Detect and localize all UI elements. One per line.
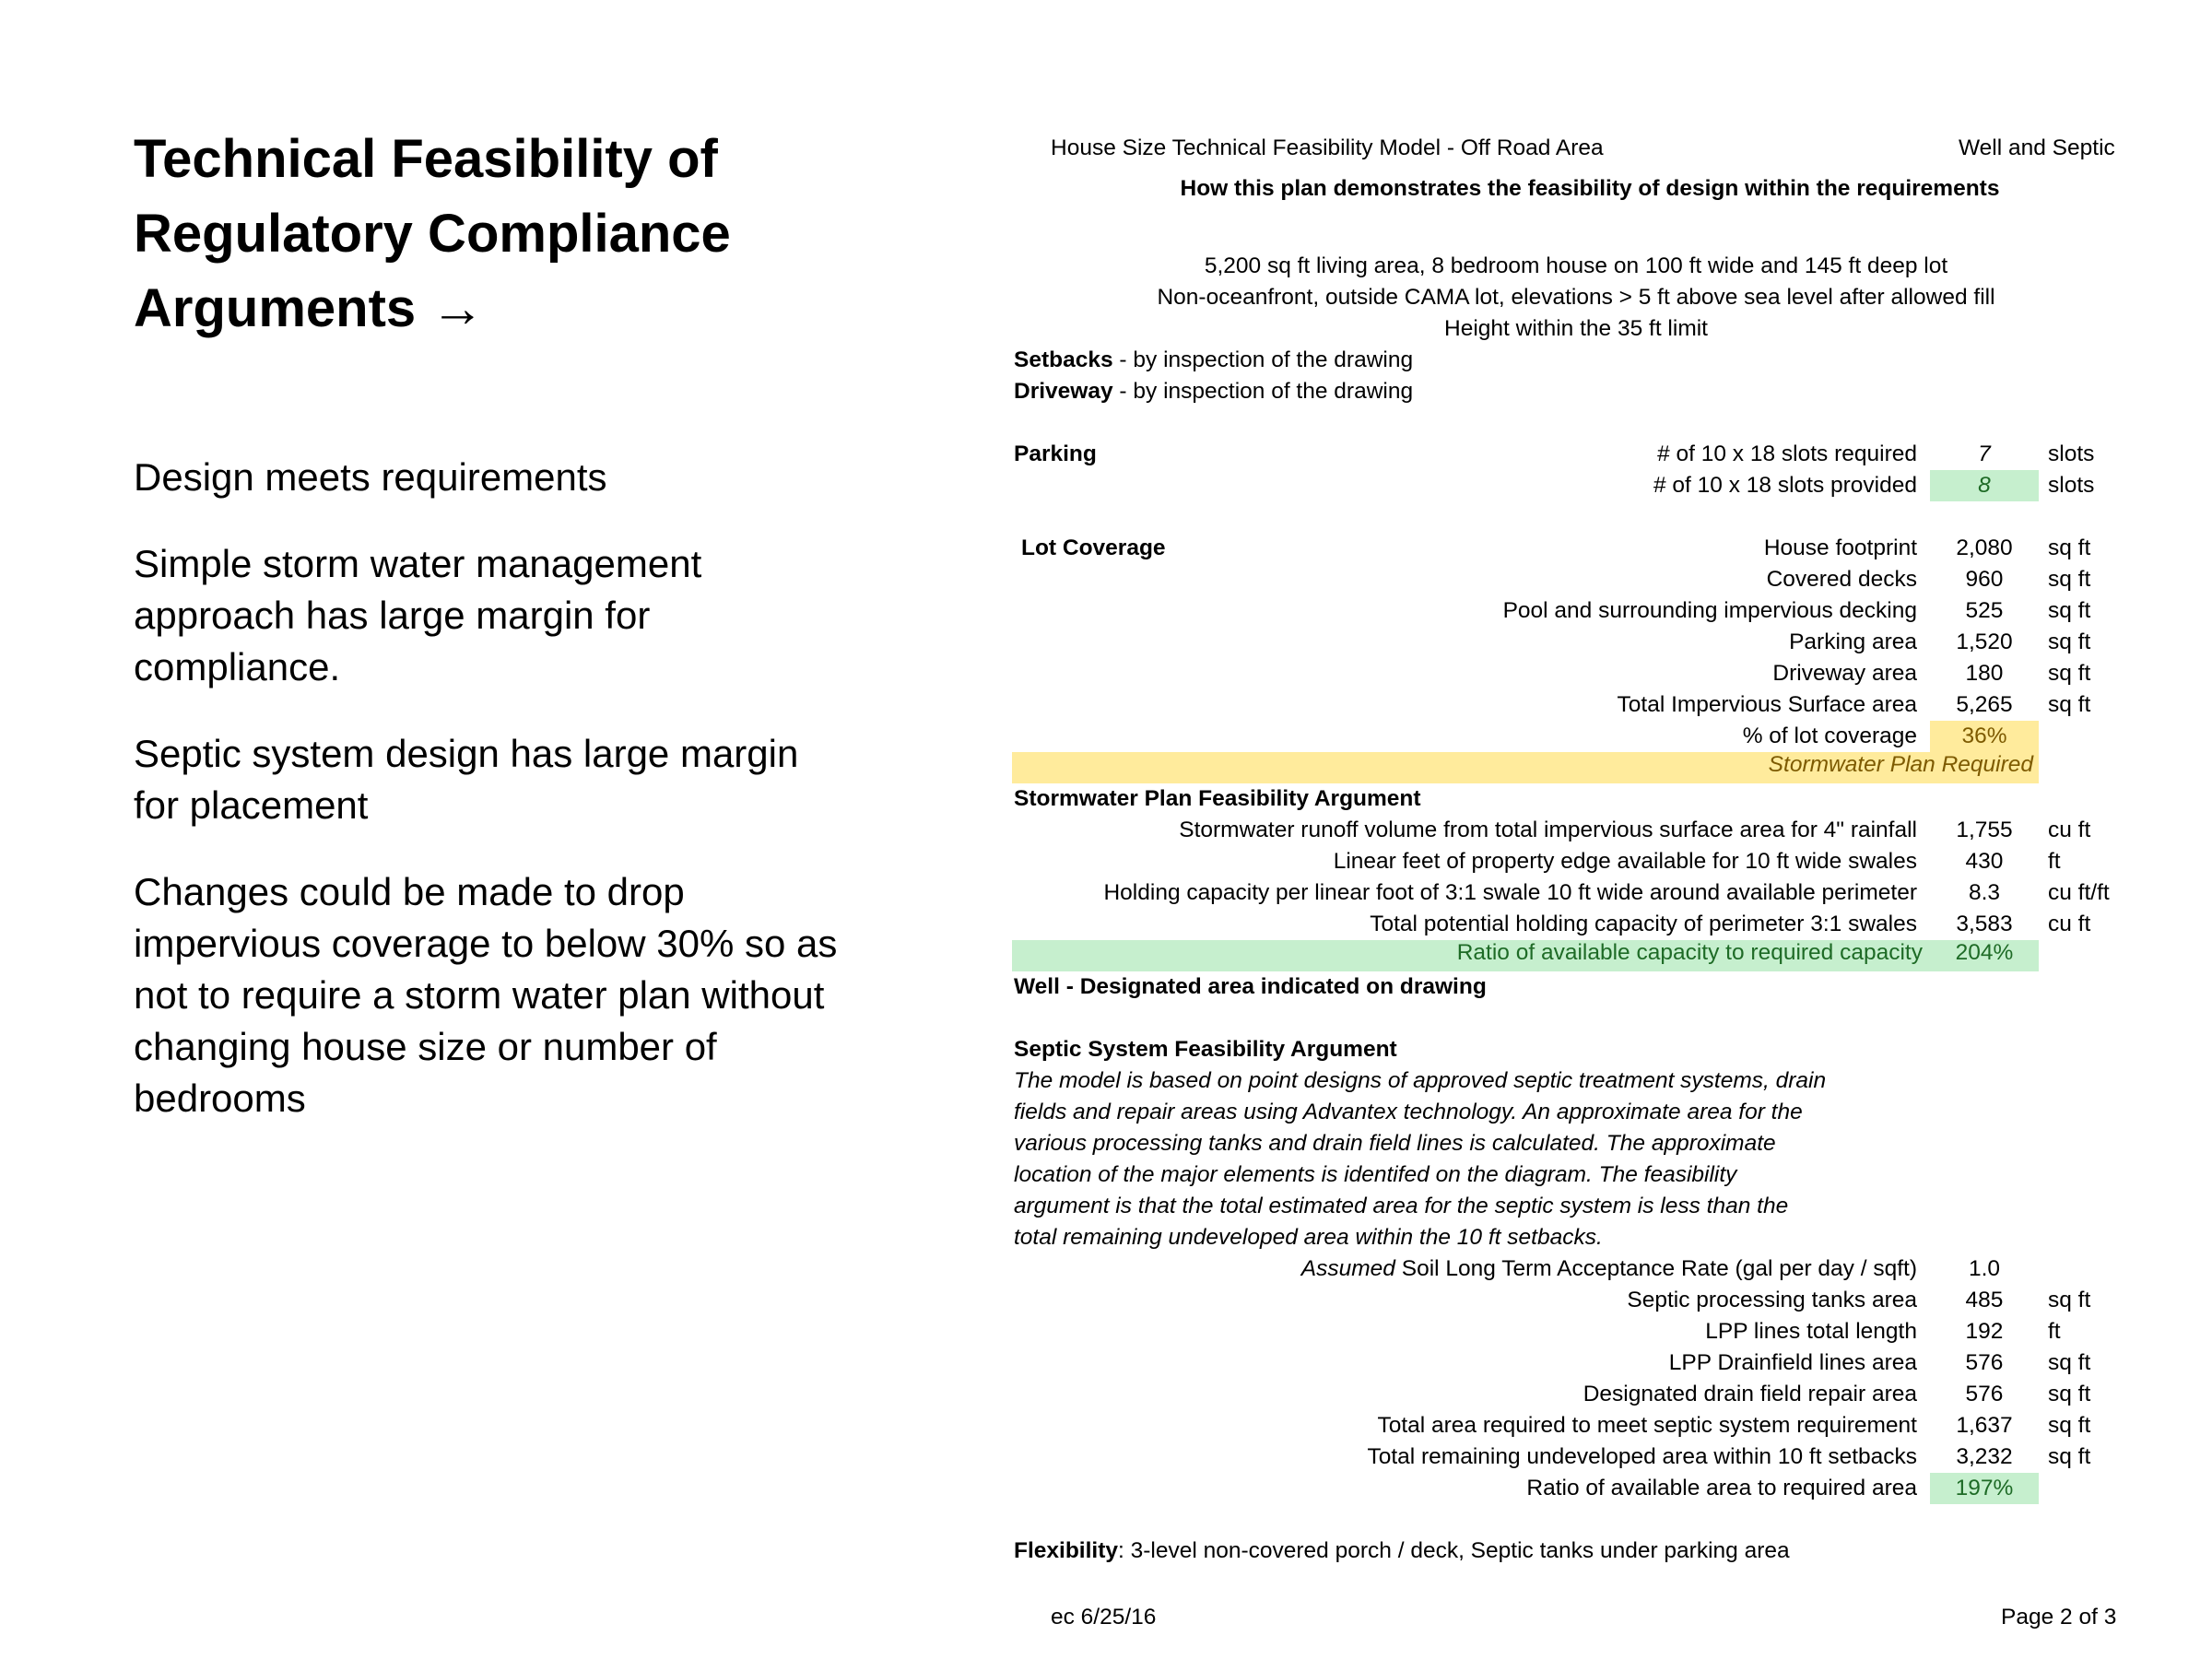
row-value: 8.3 (1968, 880, 2001, 905)
septic-paragraph-line: The model is based on point designs of approved septic treatment systems, drain (1014, 1068, 1827, 1093)
row-value: 1,520 (1956, 629, 2013, 654)
setbacks-text: - by inspection of the drawing (1112, 347, 1414, 372)
row-label: Holding capacity per linear foot of 3:1 swale 10 ft wide around available perimeter (1103, 880, 1917, 905)
footer-left: ec 6/25/16 (1051, 1605, 1157, 1630)
septic-row (1014, 1347, 2138, 1379)
lot-row (1014, 595, 2138, 627)
row-label: Septic processing tanks area (1627, 1288, 1917, 1312)
row-label: Total remaining undeveloped area within 10 ft setbacks (1367, 1444, 1917, 1469)
septic-row (1014, 1379, 2138, 1410)
row-unit: sq ft (2048, 661, 2091, 686)
row-label: LPP Drainfield lines area (1668, 1350, 1917, 1375)
row-label: Ratio of available capacity to required capacity (1456, 940, 1923, 965)
row-unit: slots (2048, 473, 2095, 498)
soil-label: Soil Long Term Acceptance Rate (gal per day / sqft) (1394, 1256, 1917, 1281)
summary-line: Non-oceanfront, outside CAMA lot, elevations > 5 ft above sea level after allowed fill (1157, 285, 1995, 310)
driveway-line (1014, 376, 1413, 407)
row-value: 576 (1965, 1350, 2004, 1375)
septic-paragraph-line: various processing tanks and drain field lines is calculated. The approximate (1014, 1131, 1776, 1156)
stormwater-section-label: Stormwater Plan Feasibility Argument (1014, 786, 1421, 811)
bullet-list (134, 452, 853, 1159)
parking-label: Parking (1014, 441, 1097, 466)
row-unit: sq ft (2048, 535, 2091, 560)
row-value-highlight: 197% (1930, 1473, 2039, 1504)
row-value: 180 (1965, 661, 2004, 686)
row-value: 2,080 (1956, 535, 2013, 560)
row-unit: sq ft (2048, 567, 2091, 592)
row-value: 7 (1978, 441, 1991, 466)
title-line: Arguments → (134, 278, 485, 338)
row-value: 1,755 (1956, 818, 2013, 842)
bullet-design-meets: Design meets requirements (134, 455, 607, 499)
row-label: Stormwater runoff volume from total impervious surface area for 4" rainfall (1179, 818, 1917, 842)
septic-section-label: Septic System Feasibility Argument (1014, 1037, 1397, 1062)
bullet-changes: Changes could be made to drop impervious coverage to below 30% so as not to require a storm water plan without changing house size or number of bedrooms (134, 870, 838, 1120)
row-label: # of 10 x 18 slots required (1657, 441, 1917, 466)
row-value: 192 (1965, 1319, 2004, 1344)
row-unit: cu ft (2048, 912, 2091, 936)
row-unit: sq ft (2048, 629, 2091, 654)
septic-row (1014, 1410, 2138, 1441)
row-unit: sq ft (2048, 1288, 2091, 1312)
row-unit: ft (2048, 1319, 2061, 1344)
row-unit: cu ft/ft (2048, 880, 2110, 905)
flexibility-text: : 3-level non-covered porch / deck, Septic tanks under parking area (1118, 1538, 1790, 1563)
row-value: 576 (1965, 1382, 2004, 1406)
summary-line: Height within the 35 ft limit (1444, 316, 1708, 341)
row-value: 5,265 (1956, 692, 2013, 717)
row-unit: slots (2048, 441, 2095, 466)
septic-paragraph-line: fields and repair areas using Advantex technology. An approximate area for the (1014, 1100, 1803, 1124)
summary-line: 5,200 sq ft living area, 8 bedroom house on 100 ft wide and 145 ft deep lot (1204, 253, 1948, 278)
bullet-septic: Septic system design has large margin for placement (134, 732, 799, 827)
row-label: Total potential holding capacity of perimeter 3:1 swales (1370, 912, 1917, 936)
row-label: # of 10 x 18 slots provided (1653, 473, 1917, 498)
row-value: 1.0 (1968, 1256, 2001, 1281)
row-value: 3,583 (1956, 912, 2013, 936)
row-value: 204% (1955, 940, 2014, 965)
row-label: Designated drain field repair area (1583, 1382, 1917, 1406)
stormwater-required-flag (1012, 752, 2039, 783)
setbacks-line (1014, 345, 1413, 376)
driveway-label: Driveway (1014, 379, 1113, 404)
sheet-header-left: House Size Technical Feasibility Model - Off Road Area (1051, 135, 1604, 160)
row-label: Parking area (1789, 629, 1917, 654)
lot-row (1014, 533, 2138, 564)
row-label: % of lot coverage (1742, 724, 1917, 748)
septic-paragraph-line: argument is that the total estimated area for the septic system is less than the (1014, 1194, 1789, 1218)
row-label: House footprint (1763, 535, 1917, 560)
row-value: 1,637 (1956, 1413, 2013, 1438)
lot-row (1014, 721, 2138, 752)
flexibility-line (1014, 1535, 1790, 1567)
lot-coverage-label: Lot Coverage (1021, 535, 1166, 560)
row-label: Driveway area (1772, 661, 1917, 686)
parking-row (1014, 470, 2138, 501)
row-label: Linear feet of property edge available for 10 ft wide swales (1333, 849, 1917, 874)
lot-row (1014, 564, 2138, 595)
septic-row (1014, 1441, 2138, 1473)
row-unit: sq ft (2048, 1413, 2091, 1438)
row-unit: sq ft (2048, 598, 2091, 623)
row-unit: sq ft (2048, 1382, 2091, 1406)
lot-row (1014, 658, 2138, 689)
septic-row (1014, 1316, 2138, 1347)
soil-rate-row (1014, 1253, 2138, 1285)
row-unit: sq ft (2048, 692, 2091, 717)
well-label: Well - Designated area indicated on drawing (1014, 974, 1487, 999)
row-unit: ft (2048, 849, 2061, 874)
sheet-heading: How this plan demonstrates the feasibility of design within the requirements (1180, 176, 2000, 201)
row-label (1014, 1253, 1917, 1285)
stormwater-row (1014, 877, 2138, 909)
row-unit: cu ft (2048, 818, 2091, 842)
setbacks-label: Setbacks (1014, 347, 1113, 372)
stormwater-row (1014, 815, 2138, 846)
bullet-stormwater: Simple storm water management approach has large margin for compliance. (134, 542, 702, 688)
title-line: Technical Feasibility of (134, 129, 718, 189)
septic-row (1014, 1473, 2138, 1504)
parking-row (1014, 439, 2138, 470)
row-label: Pool and surrounding impervious decking (1502, 598, 1917, 623)
septic-paragraph-line: total remaining undeveloped area within the 10 ft setbacks. (1014, 1225, 1603, 1250)
row-label: Ratio of available area to required area (1526, 1476, 1917, 1500)
row-unit: sq ft (2048, 1350, 2091, 1375)
stormwater-ratio-band (1012, 940, 2039, 971)
row-label: LPP lines total length (1705, 1319, 1917, 1344)
row-unit: sq ft (2048, 1444, 2091, 1469)
row-value: 485 (1965, 1288, 2004, 1312)
stormwater-row (1014, 909, 2138, 940)
septic-paragraph-line: location of the major elements is identifed on the diagram. The feasibility (1014, 1162, 1737, 1187)
septic-row (1014, 1285, 2138, 1316)
sheet-header-right: Well and Septic (1959, 135, 2115, 160)
title-line: Regulatory Compliance (134, 204, 731, 264)
page-number: Page 2 of 3 (2001, 1605, 2117, 1630)
row-label: Total Impervious Surface area (1617, 692, 1917, 717)
lot-row (1014, 627, 2138, 658)
row-value-highlight: 8 (1930, 470, 2039, 501)
stormwater-row (1014, 846, 2138, 877)
row-value: 525 (1965, 598, 2004, 623)
row-label: Covered decks (1766, 567, 1917, 592)
row-value: 3,232 (1956, 1444, 2013, 1469)
row-value-highlight: 36% (1930, 721, 2039, 752)
slide-title (134, 122, 853, 346)
lot-row (1014, 689, 2138, 721)
driveway-text: - by inspection of the drawing (1112, 379, 1414, 404)
flag-text: Stormwater Plan Required (1768, 752, 2033, 777)
row-value: 430 (1965, 849, 2004, 874)
assumed-prefix: Assumed (1300, 1256, 1395, 1281)
row-label: Total area required to meet septic system requirement (1377, 1413, 1917, 1438)
row-value: 960 (1965, 567, 2004, 592)
flexibility-label: Flexibility (1014, 1538, 1119, 1563)
